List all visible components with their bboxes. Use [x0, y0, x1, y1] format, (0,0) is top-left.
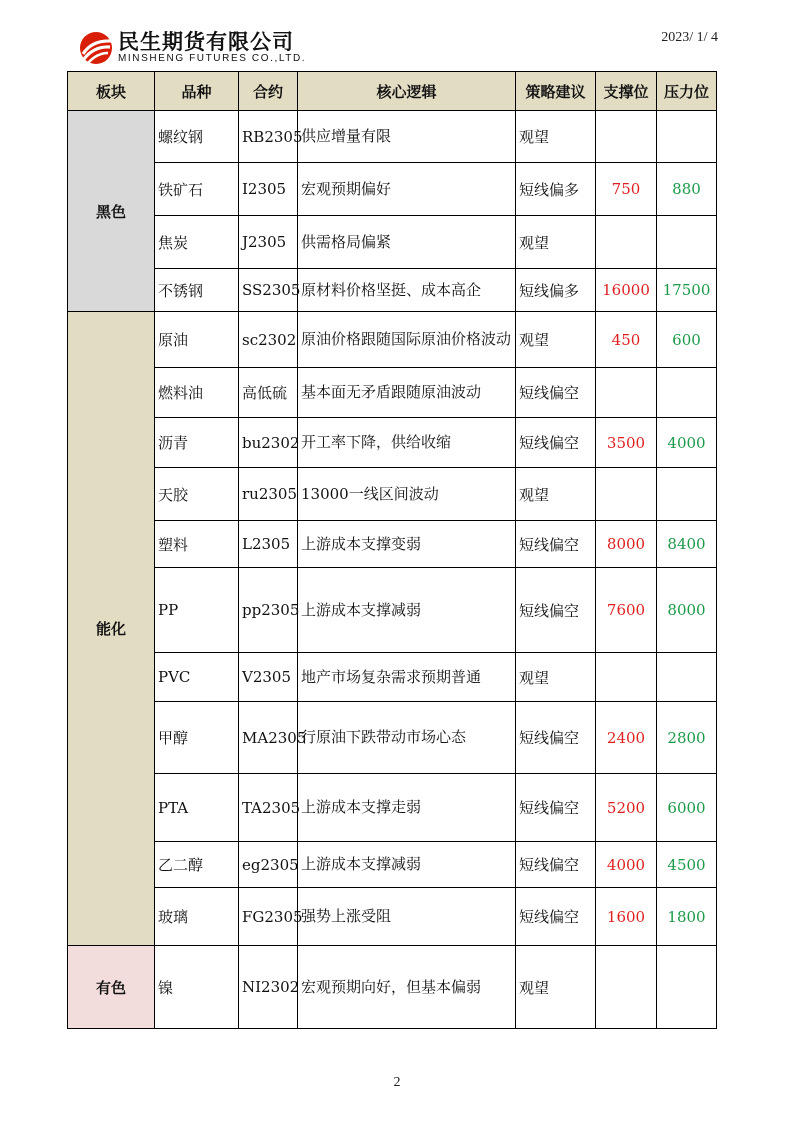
logic-cell: 强势上涨受阻 — [298, 888, 516, 946]
logic-cell: 上游成本支撑走弱 — [298, 774, 516, 842]
strategy-cell: 短线偏空 — [516, 774, 596, 842]
support-cell: 450 — [596, 312, 657, 368]
logic-cell: 13000一线区间波动 — [298, 468, 516, 521]
table-row — [68, 946, 717, 1029]
resistance-cell: 6000 — [657, 774, 717, 842]
table-row — [68, 111, 717, 163]
sector-cell-energy: 能化 — [68, 312, 155, 946]
variety-cell: 铁矿石 — [155, 163, 239, 216]
report-date: 2023/ 1/ 4 — [661, 30, 718, 45]
resistance-cell: 2800 — [657, 702, 717, 774]
header-resistance: 压力位 — [657, 72, 717, 111]
strategy-cell: 观望 — [516, 111, 596, 163]
table-row — [68, 888, 717, 946]
support-cell: 16000 — [596, 269, 657, 312]
table-row — [68, 568, 717, 653]
logic-cell: 供应增量有限 — [298, 111, 516, 163]
company-name-cn: 民生期货有限公司 — [118, 30, 294, 54]
support-cell: 5200 — [596, 774, 657, 842]
contract-cell: sc2302 — [239, 312, 298, 368]
header-contract: 合约 — [239, 72, 298, 111]
variety-cell: PTA — [155, 774, 239, 842]
resistance-cell: 8000 — [657, 568, 717, 653]
contract-cell: eg2305 — [239, 842, 298, 888]
strategy-cell: 短线偏多 — [516, 269, 596, 312]
support-cell — [596, 946, 657, 1029]
minsheng-logo-icon — [78, 30, 114, 66]
resistance-cell — [657, 653, 717, 702]
contract-cell: L2305 — [239, 521, 298, 568]
variety-cell: 甲醇 — [155, 702, 239, 774]
support-cell: 2400 — [596, 702, 657, 774]
strategy-table — [67, 71, 717, 1029]
variety-cell: 玻璃 — [155, 888, 239, 946]
contract-cell: 高低硫 — [239, 368, 298, 418]
strategy-cell: 短线偏多 — [516, 163, 596, 216]
resistance-cell: 1800 — [657, 888, 717, 946]
resistance-cell: 8400 — [657, 521, 717, 568]
strategy-cell: 观望 — [516, 312, 596, 368]
sector-cell-nonferrous: 有色 — [68, 946, 155, 1029]
support-cell — [596, 368, 657, 418]
logic-cell: 开工率下降，供给收缩 — [298, 418, 516, 468]
strategy-cell: 短线偏空 — [516, 888, 596, 946]
variety-cell: 不锈钢 — [155, 269, 239, 312]
contract-cell: TA2305 — [239, 774, 298, 842]
resistance-cell: 880 — [657, 163, 717, 216]
support-cell — [596, 216, 657, 269]
contract-cell: SS2305 — [239, 269, 298, 312]
logic-cell: 基本面无矛盾跟随原油波动 — [298, 368, 516, 418]
resistance-cell — [657, 368, 717, 418]
logic-cell: 原材料价格坚挺、成本高企 — [298, 269, 516, 312]
resistance-cell — [657, 946, 717, 1029]
variety-cell: 燃料油 — [155, 368, 239, 418]
header-strategy: 策略建议 — [516, 72, 596, 111]
table-row — [68, 521, 717, 568]
table-row — [68, 269, 717, 312]
contract-cell: ru2305 — [239, 468, 298, 521]
table-row — [68, 702, 717, 774]
strategy-cell: 短线偏空 — [516, 521, 596, 568]
strategy-cell: 观望 — [516, 946, 596, 1029]
table-row — [68, 653, 717, 702]
page-header — [78, 26, 728, 72]
contract-cell: NI2302 — [239, 946, 298, 1029]
contract-cell: bu2302 — [239, 418, 298, 468]
variety-cell: 镍 — [155, 946, 239, 1029]
strategy-cell: 观望 — [516, 216, 596, 269]
support-cell — [596, 653, 657, 702]
contract-cell: I2305 — [239, 163, 298, 216]
support-cell: 4000 — [596, 842, 657, 888]
support-cell — [596, 111, 657, 163]
strategy-cell: 短线偏空 — [516, 842, 596, 888]
table-row — [68, 163, 717, 216]
table-row — [68, 468, 717, 521]
support-cell: 1600 — [596, 888, 657, 946]
contract-cell: RB2305 — [239, 111, 298, 163]
header-variety: 品种 — [155, 72, 239, 111]
variety-cell: 焦炭 — [155, 216, 239, 269]
logic-cell: 宏观预期向好，但基本偏弱 — [298, 946, 516, 1029]
header-sector: 板块 — [68, 72, 155, 111]
contract-cell: J2305 — [239, 216, 298, 269]
logic-cell: 宏观预期偏好 — [298, 163, 516, 216]
strategy-cell: 短线偏空 — [516, 418, 596, 468]
table-row — [68, 418, 717, 468]
support-cell: 750 — [596, 163, 657, 216]
variety-cell: 塑料 — [155, 521, 239, 568]
table-row — [68, 368, 717, 418]
contract-cell: V2305 — [239, 653, 298, 702]
table-row — [68, 216, 717, 269]
support-cell: 3500 — [596, 418, 657, 468]
resistance-cell: 4500 — [657, 842, 717, 888]
contract-cell: MA2305 — [239, 702, 298, 774]
resistance-cell — [657, 111, 717, 163]
variety-cell: 沥青 — [155, 418, 239, 468]
strategy-cell: 短线偏空 — [516, 702, 596, 774]
strategy-cell: 观望 — [516, 468, 596, 521]
variety-cell: PP — [155, 568, 239, 653]
logic-cell: 行原油下跌带动市场心态 — [298, 702, 516, 774]
logic-cell: 地产市场复杂需求预期普通 — [298, 653, 516, 702]
contract-cell: pp2305 — [239, 568, 298, 653]
table-header-row — [68, 72, 717, 111]
strategy-cell: 观望 — [516, 653, 596, 702]
sector-cell-black: 黑色 — [68, 111, 155, 312]
table-row — [68, 774, 717, 842]
variety-cell: 螺纹钢 — [155, 111, 239, 163]
support-cell: 7600 — [596, 568, 657, 653]
page-number: 2 — [393, 1075, 401, 1090]
company-logo — [78, 30, 306, 66]
resistance-cell: 4000 — [657, 418, 717, 468]
table-row — [68, 312, 717, 368]
variety-cell: 天胶 — [155, 468, 239, 521]
header-logic: 核心逻辑 — [298, 72, 516, 111]
contract-cell: FG2305 — [239, 888, 298, 946]
logic-cell: 上游成本支撑变弱 — [298, 521, 516, 568]
variety-cell: PVC — [155, 653, 239, 702]
variety-cell: 原油 — [155, 312, 239, 368]
table-row — [68, 842, 717, 888]
resistance-cell: 17500 — [657, 269, 717, 312]
strategy-cell: 短线偏空 — [516, 568, 596, 653]
company-name-en: MINSHENG FUTURES CO.,LTD. — [118, 53, 307, 64]
variety-cell: 乙二醇 — [155, 842, 239, 888]
header-support: 支撑位 — [596, 72, 657, 111]
logic-cell: 供需格局偏紧 — [298, 216, 516, 269]
resistance-cell — [657, 216, 717, 269]
resistance-cell — [657, 468, 717, 521]
strategy-cell: 短线偏空 — [516, 368, 596, 418]
logic-cell: 上游成本支撑减弱 — [298, 568, 516, 653]
support-cell: 8000 — [596, 521, 657, 568]
support-cell — [596, 468, 657, 521]
resistance-cell: 600 — [657, 312, 717, 368]
logic-cell: 上游成本支撑减弱 — [298, 842, 516, 888]
logic-cell: 原油价格跟随国际原油价格波动 — [298, 312, 516, 368]
